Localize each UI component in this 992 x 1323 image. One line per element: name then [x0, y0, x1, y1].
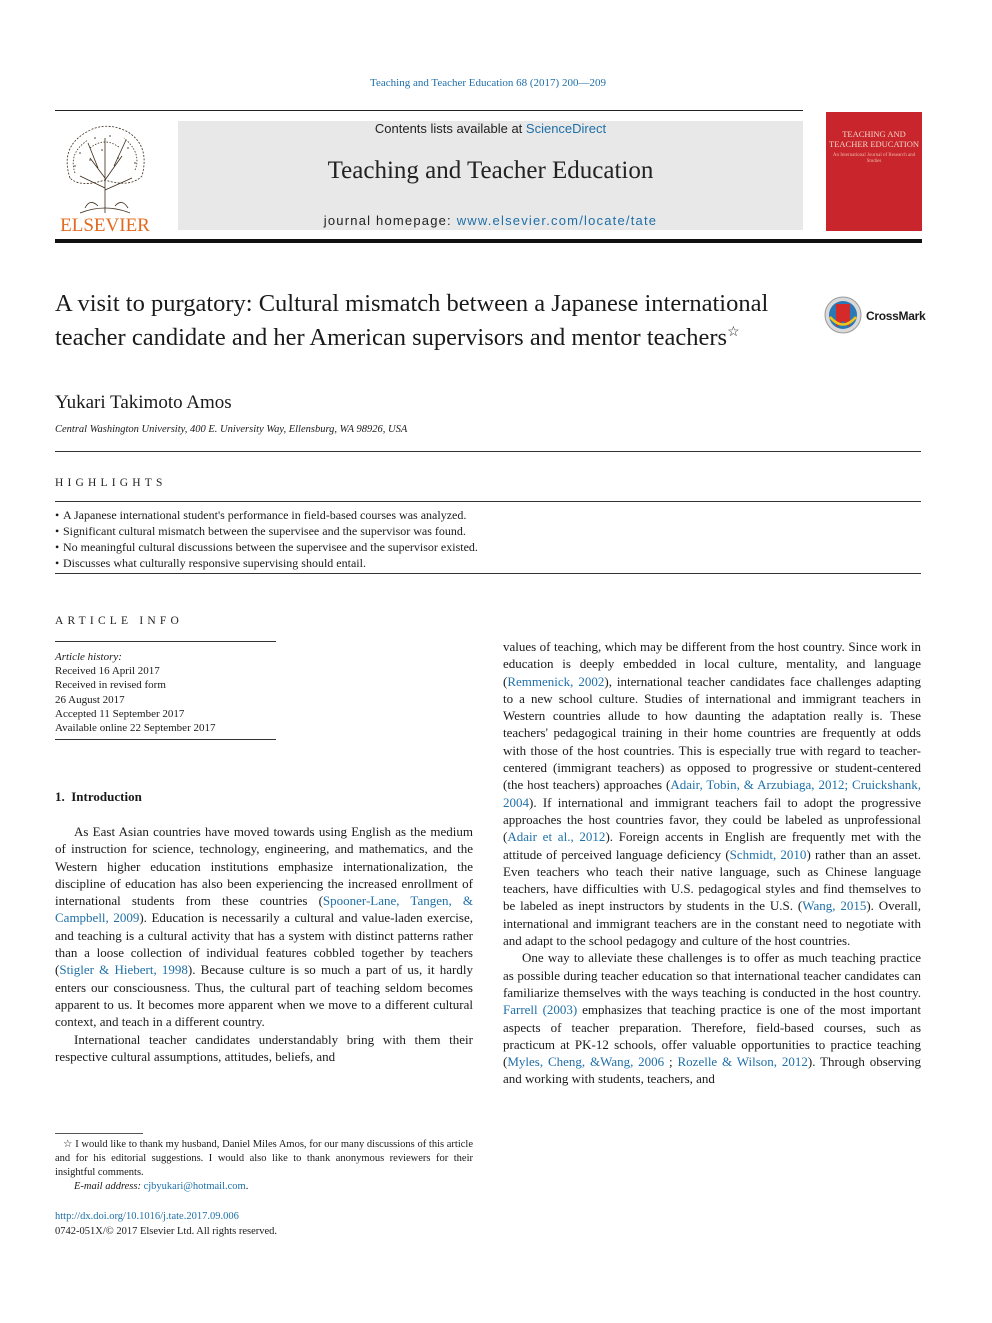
email-link[interactable]: cjbyukari@hotmail.com: [143, 1181, 246, 1192]
highlight-text: A Japanese international student's performance in field-based courses was analyzed.: [63, 508, 467, 522]
author-name[interactable]: Yukari Takimoto Amos: [55, 392, 232, 413]
footnote: [55, 1138, 473, 1194]
header-top-rule: [55, 110, 803, 111]
paragraph: International teacher candidates understandably bring with them their respective cultural assumptions, attitudes, beliefs, and: [55, 1031, 473, 1064]
received-date: Received 16 April 2017: [55, 665, 160, 678]
contents-prefix: Contents lists available at: [374, 121, 526, 136]
crossmark-icon: [824, 296, 864, 336]
list-item: [55, 507, 921, 523]
email-label: E-mail address:: [74, 1181, 141, 1192]
footnote-mark: ☆: [63, 1139, 73, 1150]
history-label: Article history:: [55, 651, 122, 663]
citation-link[interactable]: Wang, 2015: [802, 898, 867, 914]
citation-link[interactable]: Adair, Tobin, & Arzubiaga, 2012; Cruickshank, 2004: [503, 777, 921, 810]
citation-link[interactable]: Myles, Cheng, &Wang, 2006: [507, 1054, 665, 1070]
highlight-text: Significant cultural mismatch between the supervisee and the supervisor was found.: [63, 524, 466, 538]
journal-title: Teaching and Teacher Education: [327, 157, 654, 184]
header-bottom-bar: [55, 239, 922, 243]
citation-link[interactable]: Remmenick, 2002: [507, 673, 605, 689]
rule-article-info-top: [55, 641, 276, 642]
homepage-line: [178, 213, 803, 228]
article-title: [55, 290, 795, 352]
online-date: Available online 22 September 2017: [55, 722, 216, 735]
homepage-prefix: journal homepage:: [323, 213, 457, 228]
cover-subtitle: An International Journal of Research and Studies: [832, 153, 916, 164]
revised-date: 26 August 2017: [55, 693, 125, 706]
cover-title: TEACHING AND TEACHER EDUCATION: [829, 129, 919, 149]
highlight-text: Discusses what culturally responsive supervising should entail.: [63, 556, 366, 570]
accepted-date: Accepted 11 September 2017: [55, 707, 185, 720]
section-heading: 1. Introduction: [55, 789, 142, 804]
rule-highlights-bottom: [55, 573, 921, 574]
bullet-icon: •: [55, 540, 60, 554]
citation-link[interactable]: Adair et al., 2012: [507, 829, 606, 845]
body-column-left: [55, 823, 473, 1065]
elsevier-logo: [50, 118, 160, 234]
elsevier-wordmark: ELSEVIER: [60, 215, 150, 234]
sciencedirect-link[interactable]: ScienceDirect: [525, 121, 607, 136]
author-affiliation: Central Washington University, 400 E. University Way, Ellensburg, WA 98926, USA: [55, 424, 408, 435]
journal-cover-thumbnail[interactable]: [826, 112, 922, 231]
bullet-icon: •: [55, 524, 60, 538]
rule-article-info-bottom: [55, 739, 276, 740]
rule-highlights-top: [55, 501, 921, 502]
article-info-heading: ARTICLE INFO: [55, 615, 183, 627]
revised-label: Received in revised form: [55, 679, 166, 692]
list-item: [55, 539, 921, 555]
article-title-text: A visit to purgatory: Cultural mismatch between a Japanese international teacher candidate and her American supervisors and mentor teachers: [55, 290, 769, 351]
paragraph: One way to alleviate these challenges is to offer as much teaching practice as possible during teacher education so that international teacher candidates can familiarize themselves with the ways teaching is conducted in the host country. Farrell (2003) emphasizes that teaching practice is one of the most important aspects of teacher preparation. Therefore, field-based courses, such as practicum at PK-12 schools, offer valuable opportunities to practice teaching (Myles, Cheng, &Wang, 2006 ; Rozelle & Wilson, 2012). Through observing and working with students, teachers, and: [503, 950, 921, 1087]
doi-link[interactable]: [55, 1211, 239, 1222]
footnote-rule: [55, 1133, 143, 1134]
citation-link[interactable]: Spooner-Lane, Tangen, & Campbell, 2009: [55, 893, 473, 926]
contents-line: [178, 121, 803, 136]
footnote-text: [55, 1138, 473, 1180]
list-item: [55, 555, 921, 571]
list-item: [55, 523, 921, 539]
paragraph: values of teaching, which may be different from the host country. Since work in education is deeply embedded in local culture, mentality, and language (Remmenick, 2002), international teacher candidates face challenges adapting to a new school culture. Studies of international and immigrant teachers in Western countries allude to how daunting the adaptation really is. These teachers' pedagogical training in their home countries are frequently at odds with those of the host countries. This is especially true with regard to teacher-centered (immigrant teachers) as opposed to progressive or student-centered (the host teachers) approaches (Adair, Tobin, & Arzubiaga, 2012; Cruickshank, 2004). If international and immigrant teachers fail to adopt the progressive approaches the host countries favor, they could be labeled as unprofessional (Adair et al., 2012). Foreign accents in English are frequently met with the attitude of perceived language deficiency (Schmidt, 2010) rather than an asset. Even teachers who teach their native language, such as Chinese language teachers, have difficulties with U.S. pedagogical styles and find themselves to be labeled as inept instructors by students in the U.S. (Wang, 2015). Overall, international and immigrant teachers are in the constant need to negotiate with and adapt to the school pedagogy and culture of the host countries.: [503, 639, 922, 949]
citation-link[interactable]: Farrell (2003): [503, 1002, 578, 1018]
crossmark-label[interactable]: CrossMark: [866, 309, 926, 323]
doi-url[interactable]: http://dx.doi.org/10.1016/j.tate.2017.09.006: [55, 1211, 239, 1222]
elsevier-tree-icon: [50, 118, 160, 234]
bullet-icon: •: [55, 508, 60, 522]
email-line: E-mail address: cjbyukari@hotmail.com.: [74, 1181, 249, 1192]
citation-link[interactable]: Schmidt, 2010: [729, 846, 807, 862]
footnote-body: I would like to thank my husband, Daniel Miles Amos, for our many discussions of this article and for his editorial suggestions. I would also like to thank anonymous reviewers for their insightful comments.: [55, 1139, 473, 1178]
paragraph: As East Asian countries have moved towards using English as the medium of instruction for science, technology, engineering, and mathematics, and the Western higher education institutions emphasize internationalization, the discipline of education has also been experiencing the increased enrollment of international students from these countries (Spooner-Lane, Tangen, & Campbell, 2009). Education is necessarily a cultural and value-laden exercise, and teaching is a cultural activity that has a system with distinct patterns rather than a loose collection of individual features cobbled together by teachers (Stigler & Hiebert, 1998). Because culture is so much a part of us, it hardly enters our consciousness. Thus, the cultural part of teaching seldom becomes apparent to us. It becomes more apparent when we move to a different cultural context, and teach in a different country.: [55, 824, 473, 1030]
homepage-link[interactable]: www.elsevier.com/locate/tate: [456, 213, 658, 228]
citation-link[interactable]: Stigler & Hiebert, 1998: [59, 962, 188, 978]
highlight-text: No meaningful cultural discussions between the supervisee and the supervisor existed.: [63, 540, 478, 554]
article-history: [55, 650, 215, 735]
title-footnote-mark[interactable]: ☆: [727, 324, 740, 340]
highlights-list: [55, 507, 921, 571]
highlights-heading: HIGHLIGHTS: [55, 477, 167, 489]
journal-citation[interactable]: Teaching and Teacher Education 68 (2017) 200—209: [370, 77, 606, 89]
rule-above-highlights: [55, 451, 921, 452]
bullet-icon: •: [55, 556, 60, 570]
body-column-right: [503, 638, 921, 1088]
issn-copyright: 0742-051X/© 2017 Elsevier Ltd. All rights reserved.: [55, 1226, 278, 1237]
citation-link[interactable]: Rozelle & Wilson, 2012: [677, 1054, 808, 1070]
